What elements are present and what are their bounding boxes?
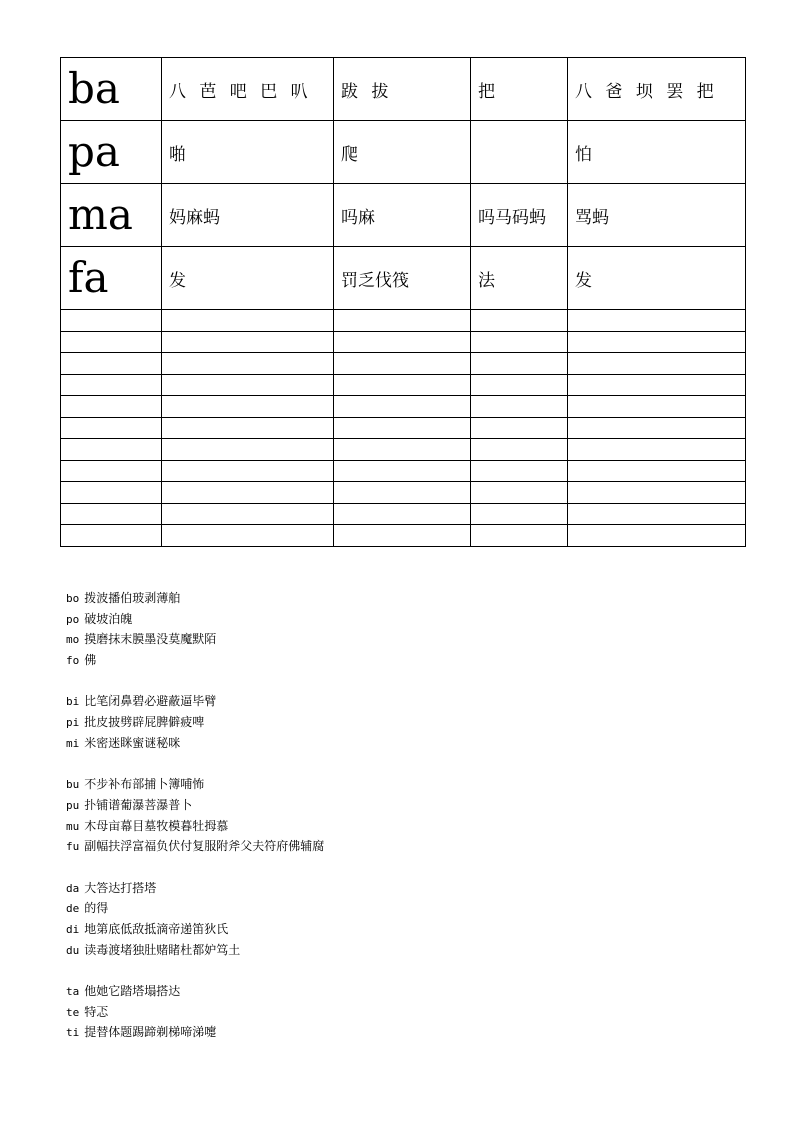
empty-cell: [61, 396, 162, 418]
note-line: [66, 609, 756, 630]
empty-table-row: [61, 525, 746, 547]
empty-cell: [471, 439, 568, 461]
empty-cell: [334, 525, 471, 547]
character-list: 提替体题踢蹄剃梯啼涕嚏: [84, 1025, 217, 1040]
note-line: [66, 691, 756, 712]
tone-4-cell: 发: [568, 247, 746, 310]
note-line: [66, 795, 756, 816]
empty-table-row: [61, 374, 746, 396]
pinyin-label: du: [66, 943, 80, 957]
empty-cell: [162, 503, 334, 525]
empty-cell: [568, 482, 746, 504]
character-list: 比笔闭鼻碧必避蔽逼毕臂: [84, 694, 217, 709]
empty-cell: [162, 482, 334, 504]
character-list: 摸磨抹末膜墨没莫魔默陌: [84, 632, 217, 647]
empty-cell: [568, 331, 746, 353]
character-list: 地第底低敌抵滴帝递笛狄氏: [84, 922, 229, 936]
pinyin-label: de: [66, 902, 80, 916]
empty-cell: [162, 439, 334, 461]
empty-cell: [61, 310, 162, 332]
empty-table-row: [61, 417, 746, 439]
tone-2-cell: 爬: [334, 121, 471, 184]
empty-cell: [568, 503, 746, 525]
character-list: 读毒渡堵独肚赌睹杜都妒笃土: [84, 942, 241, 957]
empty-cell: [61, 525, 162, 547]
pinyin-label: mu: [66, 819, 80, 833]
syllable-cell: fa: [61, 247, 162, 310]
empty-table-row: [61, 310, 746, 332]
note-line: [66, 588, 756, 609]
empty-cell: [334, 417, 471, 439]
character-list: 批皮披劈辟屁脾僻疲啤: [84, 715, 205, 730]
empty-cell: [61, 439, 162, 461]
table-row: [61, 121, 746, 184]
tone-3-cell: 把: [471, 58, 568, 121]
tone-4-cell: 八 爸 坝 罢 把: [568, 58, 746, 121]
pinyin-label: fu: [66, 840, 80, 854]
pinyin-label: bi: [66, 695, 80, 709]
syllable-cell: ma: [61, 184, 162, 247]
empty-table-row: [61, 503, 746, 525]
note-line: [66, 629, 756, 650]
empty-cell: [61, 374, 162, 396]
character-list: 特忑: [84, 1004, 109, 1019]
tone-1-cell: 发: [162, 247, 334, 310]
group-spacer: [66, 671, 756, 692]
pinyin-label: mi: [66, 736, 80, 750]
empty-cell: [334, 331, 471, 353]
empty-cell: [334, 353, 471, 375]
character-list: 的得: [84, 901, 109, 916]
note-line: [66, 878, 756, 899]
note-line: [66, 1002, 756, 1023]
syllable-cell: ba: [61, 58, 162, 121]
group-spacer: [66, 960, 756, 981]
character-list: 拨波播伯玻剥薄舶: [84, 591, 181, 605]
tone-1-cell: 妈麻蚂: [162, 184, 334, 247]
empty-cell: [162, 460, 334, 482]
empty-cell: [568, 439, 746, 461]
empty-cell: [471, 310, 568, 332]
note-line: [66, 774, 756, 795]
tone-3-cell: 吗马码蚂: [471, 184, 568, 247]
table-row: [61, 184, 746, 247]
table-row: [61, 58, 746, 121]
note-line: [66, 733, 756, 754]
pinyin-label: di: [66, 923, 80, 936]
tone-1-cell: 八 芭 吧 巴 叭: [162, 58, 334, 121]
empty-cell: [334, 460, 471, 482]
character-list: 副幅扶浮富福负伏付复服附斧父夫符府佛辅腐: [84, 839, 325, 854]
empty-cell: [334, 396, 471, 418]
pinyin-label: ta: [66, 985, 80, 999]
character-list: 大答达打搭塔: [84, 880, 157, 895]
pinyin-label: po: [66, 612, 80, 626]
empty-cell: [162, 331, 334, 353]
empty-cell: [61, 353, 162, 375]
empty-cell: [568, 460, 746, 482]
note-line: [66, 650, 756, 671]
empty-cell: [162, 525, 334, 547]
empty-cell: [61, 417, 162, 439]
empty-cell: [471, 417, 568, 439]
empty-cell: [61, 331, 162, 353]
character-list: 破坡泊魄: [84, 611, 133, 626]
empty-cell: [61, 503, 162, 525]
empty-cell: [162, 310, 334, 332]
table-row: [61, 247, 746, 310]
empty-cell: [162, 417, 334, 439]
empty-cell: [568, 396, 746, 418]
group-spacer: [66, 754, 756, 775]
empty-cell: [61, 460, 162, 482]
empty-cell: [334, 310, 471, 332]
empty-cell: [471, 353, 568, 375]
tone-3-cell: 法: [471, 247, 568, 310]
empty-cell: [334, 374, 471, 396]
pinyin-label: mo: [66, 633, 80, 647]
empty-cell: [471, 503, 568, 525]
empty-cell: [568, 525, 746, 547]
note-line: [66, 836, 756, 857]
tone-4-cell: 骂蚂: [568, 184, 746, 247]
empty-cell: [61, 482, 162, 504]
pinyin-label: ti: [66, 1026, 80, 1040]
empty-cell: [162, 374, 334, 396]
character-list: 佛: [84, 653, 97, 668]
pinyin-label: pu: [66, 798, 80, 812]
tone-2-cell: 跋 拔: [334, 58, 471, 121]
empty-table-row: [61, 439, 746, 461]
pinyin-label: bu: [66, 778, 80, 792]
empty-cell: [334, 482, 471, 504]
empty-cell: [162, 396, 334, 418]
empty-cell: [162, 353, 334, 375]
character-list: 米密迷眯蜜谜秘咪: [84, 735, 181, 750]
empty-cell: [568, 374, 746, 396]
note-line: [66, 981, 756, 1002]
tone-3-cell: [471, 121, 568, 184]
note-line: [66, 712, 756, 733]
pinyin-label: bo: [66, 592, 80, 605]
empty-table-row: [61, 460, 746, 482]
tone-2-cell: 罚乏伐筏: [334, 247, 471, 310]
empty-table-row: [61, 331, 746, 353]
character-list: 不步补布部捕卜簿哺怖: [84, 777, 205, 792]
empty-cell: [568, 417, 746, 439]
empty-cell: [471, 460, 568, 482]
note-line: [66, 940, 756, 961]
pinyin-label: da: [66, 881, 80, 895]
tone-4-cell: 怕: [568, 121, 746, 184]
pinyin-chart-body: [61, 58, 746, 547]
empty-cell: [471, 396, 568, 418]
pinyin-chart-table: [60, 57, 746, 547]
note-line: [66, 816, 756, 837]
note-line: [66, 919, 756, 940]
group-spacer: [66, 857, 756, 878]
syllable-cell: pa: [61, 121, 162, 184]
character-list: 木母亩幕目墓牧模暮牡拇慕: [84, 818, 229, 833]
empty-cell: [334, 503, 471, 525]
empty-table-row: [61, 396, 746, 418]
note-line: [66, 898, 756, 919]
character-list: 扑铺谱葡瀑菩瀑普卜: [84, 797, 193, 812]
empty-cell: [568, 310, 746, 332]
note-line: [66, 1022, 756, 1043]
empty-cell: [334, 439, 471, 461]
empty-cell: [568, 353, 746, 375]
pinyin-label: fo: [66, 654, 80, 668]
pinyin-notes: [66, 588, 756, 1043]
pinyin-label: te: [66, 1005, 80, 1019]
empty-cell: [471, 374, 568, 396]
pinyin-label: pi: [66, 716, 80, 730]
character-list: 他她它踏塔塌搭达: [84, 984, 181, 999]
tone-1-cell: 啪: [162, 121, 334, 184]
empty-cell: [471, 525, 568, 547]
empty-cell: [471, 331, 568, 353]
empty-table-row: [61, 482, 746, 504]
empty-cell: [471, 482, 568, 504]
tone-2-cell: 吗麻: [334, 184, 471, 247]
empty-table-row: [61, 353, 746, 375]
